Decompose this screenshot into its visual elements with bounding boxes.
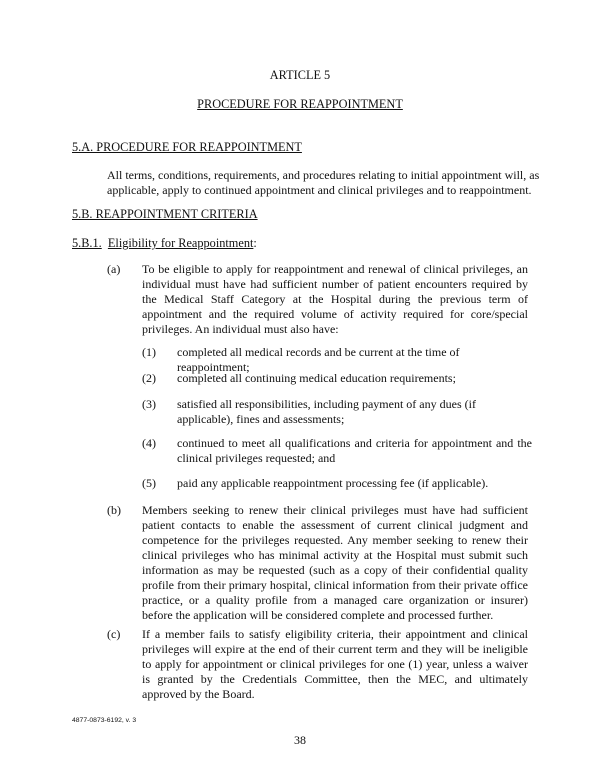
subsection-number: 5.B.1. [72,236,102,250]
subitem-4-text: continued to meet all qualifications and criteria for appointment and the clinical privileges requested; and [177,436,532,465]
subsection-title: Eligibility for Reappointment [107,236,254,250]
page-number: 38 [294,733,306,747]
subitem-4-label: (4) [142,436,156,450]
item-c-label: (c) [107,627,121,641]
subitem-1-text: completed all medical records and be current at the time of reappointment; [177,345,460,374]
subitem-2-text: completed all continuing medical education requirements; [177,371,456,385]
document-id: 4877-0873-6192, v. 3 [72,717,137,724]
item-c-text: If a member fails to satisfy eligibility criteria, their appointment and clinical privileges will expire at the end of their current term and they will be ineligible to apply for appointment or clinical privileges for one (1) year, unless a waiver is granted by the Credentials Committee, then the MEC, and ultimately approved by the Board. [142,627,528,701]
item-a-text: To be eligible to apply for reappointment and renewal of clinical privileges, an individual must have had sufficient number of patient encounters required by the Medical Staff Category at the Hospital during the previous term of appointment and the required volume of activity required for core/special privileges. An individual must also have: [142,262,528,336]
item-a-label: (a) [107,262,121,276]
article-title: ARTICLE 5 [269,68,331,82]
subitem-3-label: (3) [142,397,156,411]
subitem-5-text: paid any applicable reappointment processing fee (if applicable). [177,476,489,490]
article-subtitle: PROCEDURE FOR REAPPOINTMENT [197,97,403,111]
subitem-2-label: (2) [142,371,156,385]
subitem-5-label: (5) [142,476,156,490]
subsection-colon: : [253,236,257,250]
subitem-1-label: (1) [142,345,156,359]
section-a-heading: 5.A. PROCEDURE FOR REAPPOINTMENT [72,140,302,154]
subsection-heading [72,236,257,251]
section-a-body: All terms, conditions, requirements, and procedures relating to initial appointment will, as applicable, apply to continued appointment and clinical privileges and to reappointment. [107,168,540,197]
subitem-3-text: satisfied all responsibilities, including payment of any dues (if applicable), fines and assessments; [177,397,476,426]
item-b-text: Members seeking to renew their clinical privileges must have had sufficient patient contacts to enable the assessment of current clinical judgment and competence for the privileges requested. Any member seeking to renew their clinical privileges who has minimal activity at the Hospital must submit such information as may be requested (such as a copy of their confidential quality profile from their primary hospital, clinical information from their private office practice, or a quality profile from a managed care organization or insurer) before the application will be considered complete and processed further. [142,503,528,622]
section-b-heading: 5.B. REAPPOINTMENT CRITERIA [72,207,258,221]
item-b-label: (b) [107,503,121,517]
